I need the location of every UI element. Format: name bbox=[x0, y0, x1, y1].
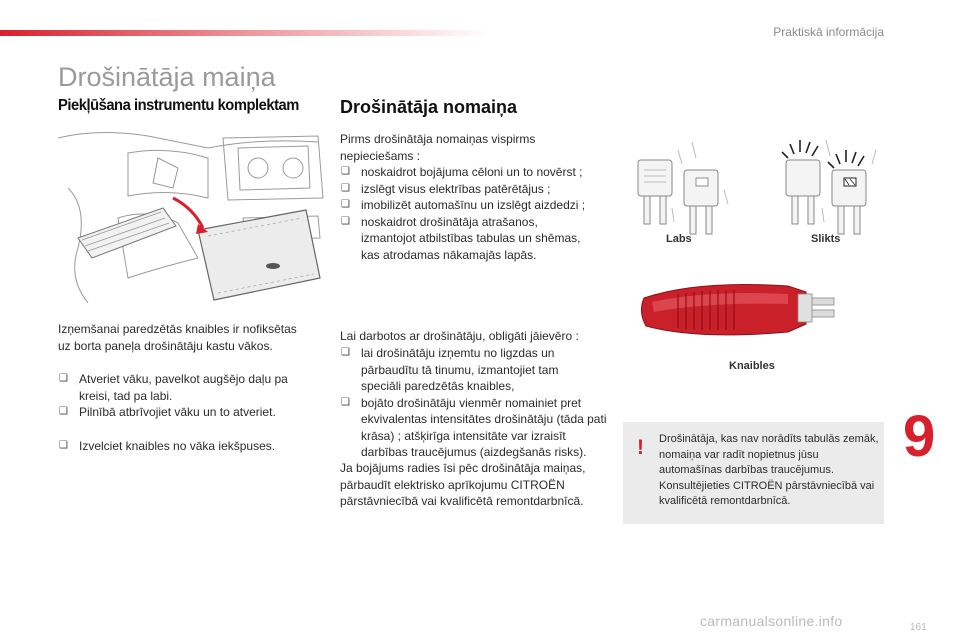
tweezers-label: Knaibles bbox=[729, 360, 775, 372]
left-steps-b bbox=[58, 438, 303, 455]
list-item: ❑ lai drošinātāju izņemtu no ligzdas un pārbaudītu tā tinumu, izmantojiet tam speciāli paredzētās knaibles, bbox=[341, 346, 559, 393]
middle-before-list bbox=[340, 164, 605, 263]
square-bullet-icon: ❑ bbox=[341, 166, 350, 177]
list-item: ❑ izslēgt visus elektrības patērētājus ; bbox=[341, 181, 551, 196]
fuse-bad-label: Slikts bbox=[811, 233, 841, 245]
square-bullet-icon: ❑ bbox=[341, 347, 350, 358]
square-bullet-icon: ❑ bbox=[59, 373, 68, 384]
square-bullet-icon: ❑ bbox=[59, 440, 68, 451]
fuse-good-label: Labs bbox=[666, 233, 692, 245]
chapter-number: 9 bbox=[903, 404, 936, 469]
warning-text: Drošinātāja, kas nav norādīts tabulās zemāk, nomaiņa var radīt nopietnus jūsu automašīnas darbības traucējumus. Konsultējieties CITROËN pārstāvniecībā vai kvalificētā remontdarbnīcā. bbox=[659, 433, 879, 507]
middle-heading: Drošinātāja nomaiņa bbox=[340, 97, 518, 117]
left-intro: Izņemšanai paredzētās knaibles ir nofiksētas uz borta paneļa drošinātāju kastu vākos. bbox=[58, 322, 297, 353]
middle-intro: Pirms drošinātāja nomaiņas vispirms nepieciešams : bbox=[340, 132, 536, 163]
section-header: Praktiskā informācija bbox=[773, 25, 884, 39]
fuse-good-bad-illustration bbox=[626, 130, 880, 250]
left-steps-a bbox=[58, 371, 303, 421]
fuse-tweezers-illustration bbox=[638, 272, 848, 352]
exclamation-icon: ! bbox=[637, 436, 644, 459]
list-item: ❑ Pilnībā atbrīvojiet vāku un to atveriet. bbox=[59, 405, 276, 419]
square-bullet-icon: ❑ bbox=[59, 406, 68, 417]
square-bullet-icon: ❑ bbox=[341, 182, 350, 194]
square-bullet-icon: ❑ bbox=[341, 396, 350, 408]
middle-outro: Ja bojājums radies īsi pēc drošinātāja maiņas, pārbaudīt elektrisko aprīkojumu CITROËN pārstāvniecībā vai kvalificētā remontdarbnīcā. bbox=[340, 461, 586, 508]
list-item: ❑ noskaidrot bojājuma cēloni un to novērst ; bbox=[341, 165, 583, 179]
watermark: carmanualsonline.info bbox=[700, 613, 843, 629]
square-bullet-icon: ❑ bbox=[341, 215, 350, 227]
list-item: ❑ noskaidrot drošinātāja atrašanos, izmantojot atbilstības tabulas un shēmas, kas atrodamas nākamajās lapās. bbox=[341, 214, 581, 262]
middle-work-list bbox=[340, 345, 610, 461]
dashboard-fusebox-illustration bbox=[58, 128, 328, 308]
page-number: 161 bbox=[910, 622, 927, 633]
header-accent-bar bbox=[0, 30, 490, 36]
page-title: Drošinātāja maiņa bbox=[58, 62, 276, 92]
list-item: ❑ imobilizēt automašīnu un izslēgt aizdedzi ; bbox=[341, 198, 586, 212]
list-item: ❑ Atveriet vāku, pavelkot augšējo daļu pa kreisi, tad pa labi. bbox=[59, 372, 288, 403]
list-item: ❑ bojāto drošinātāju vienmēr nomainiet pret ekvivalentas intensitātes drošinātāju (tāda pati krāsa) ; atšķirīga intensitāte var izraisīt darbības traucējumus (aizdegšanās risks). bbox=[341, 395, 607, 459]
list-item: ❑ Izvelciet knaibles no vāka iekšpuses. bbox=[59, 439, 276, 453]
warning-box bbox=[623, 422, 884, 524]
left-heading: Piekļūšana instrumentu komplektam bbox=[58, 97, 299, 114]
square-bullet-icon: ❑ bbox=[341, 199, 350, 210]
middle-work-intro: Lai darbotos ar drošinātāju, obligāti jāievēro : bbox=[340, 329, 579, 343]
